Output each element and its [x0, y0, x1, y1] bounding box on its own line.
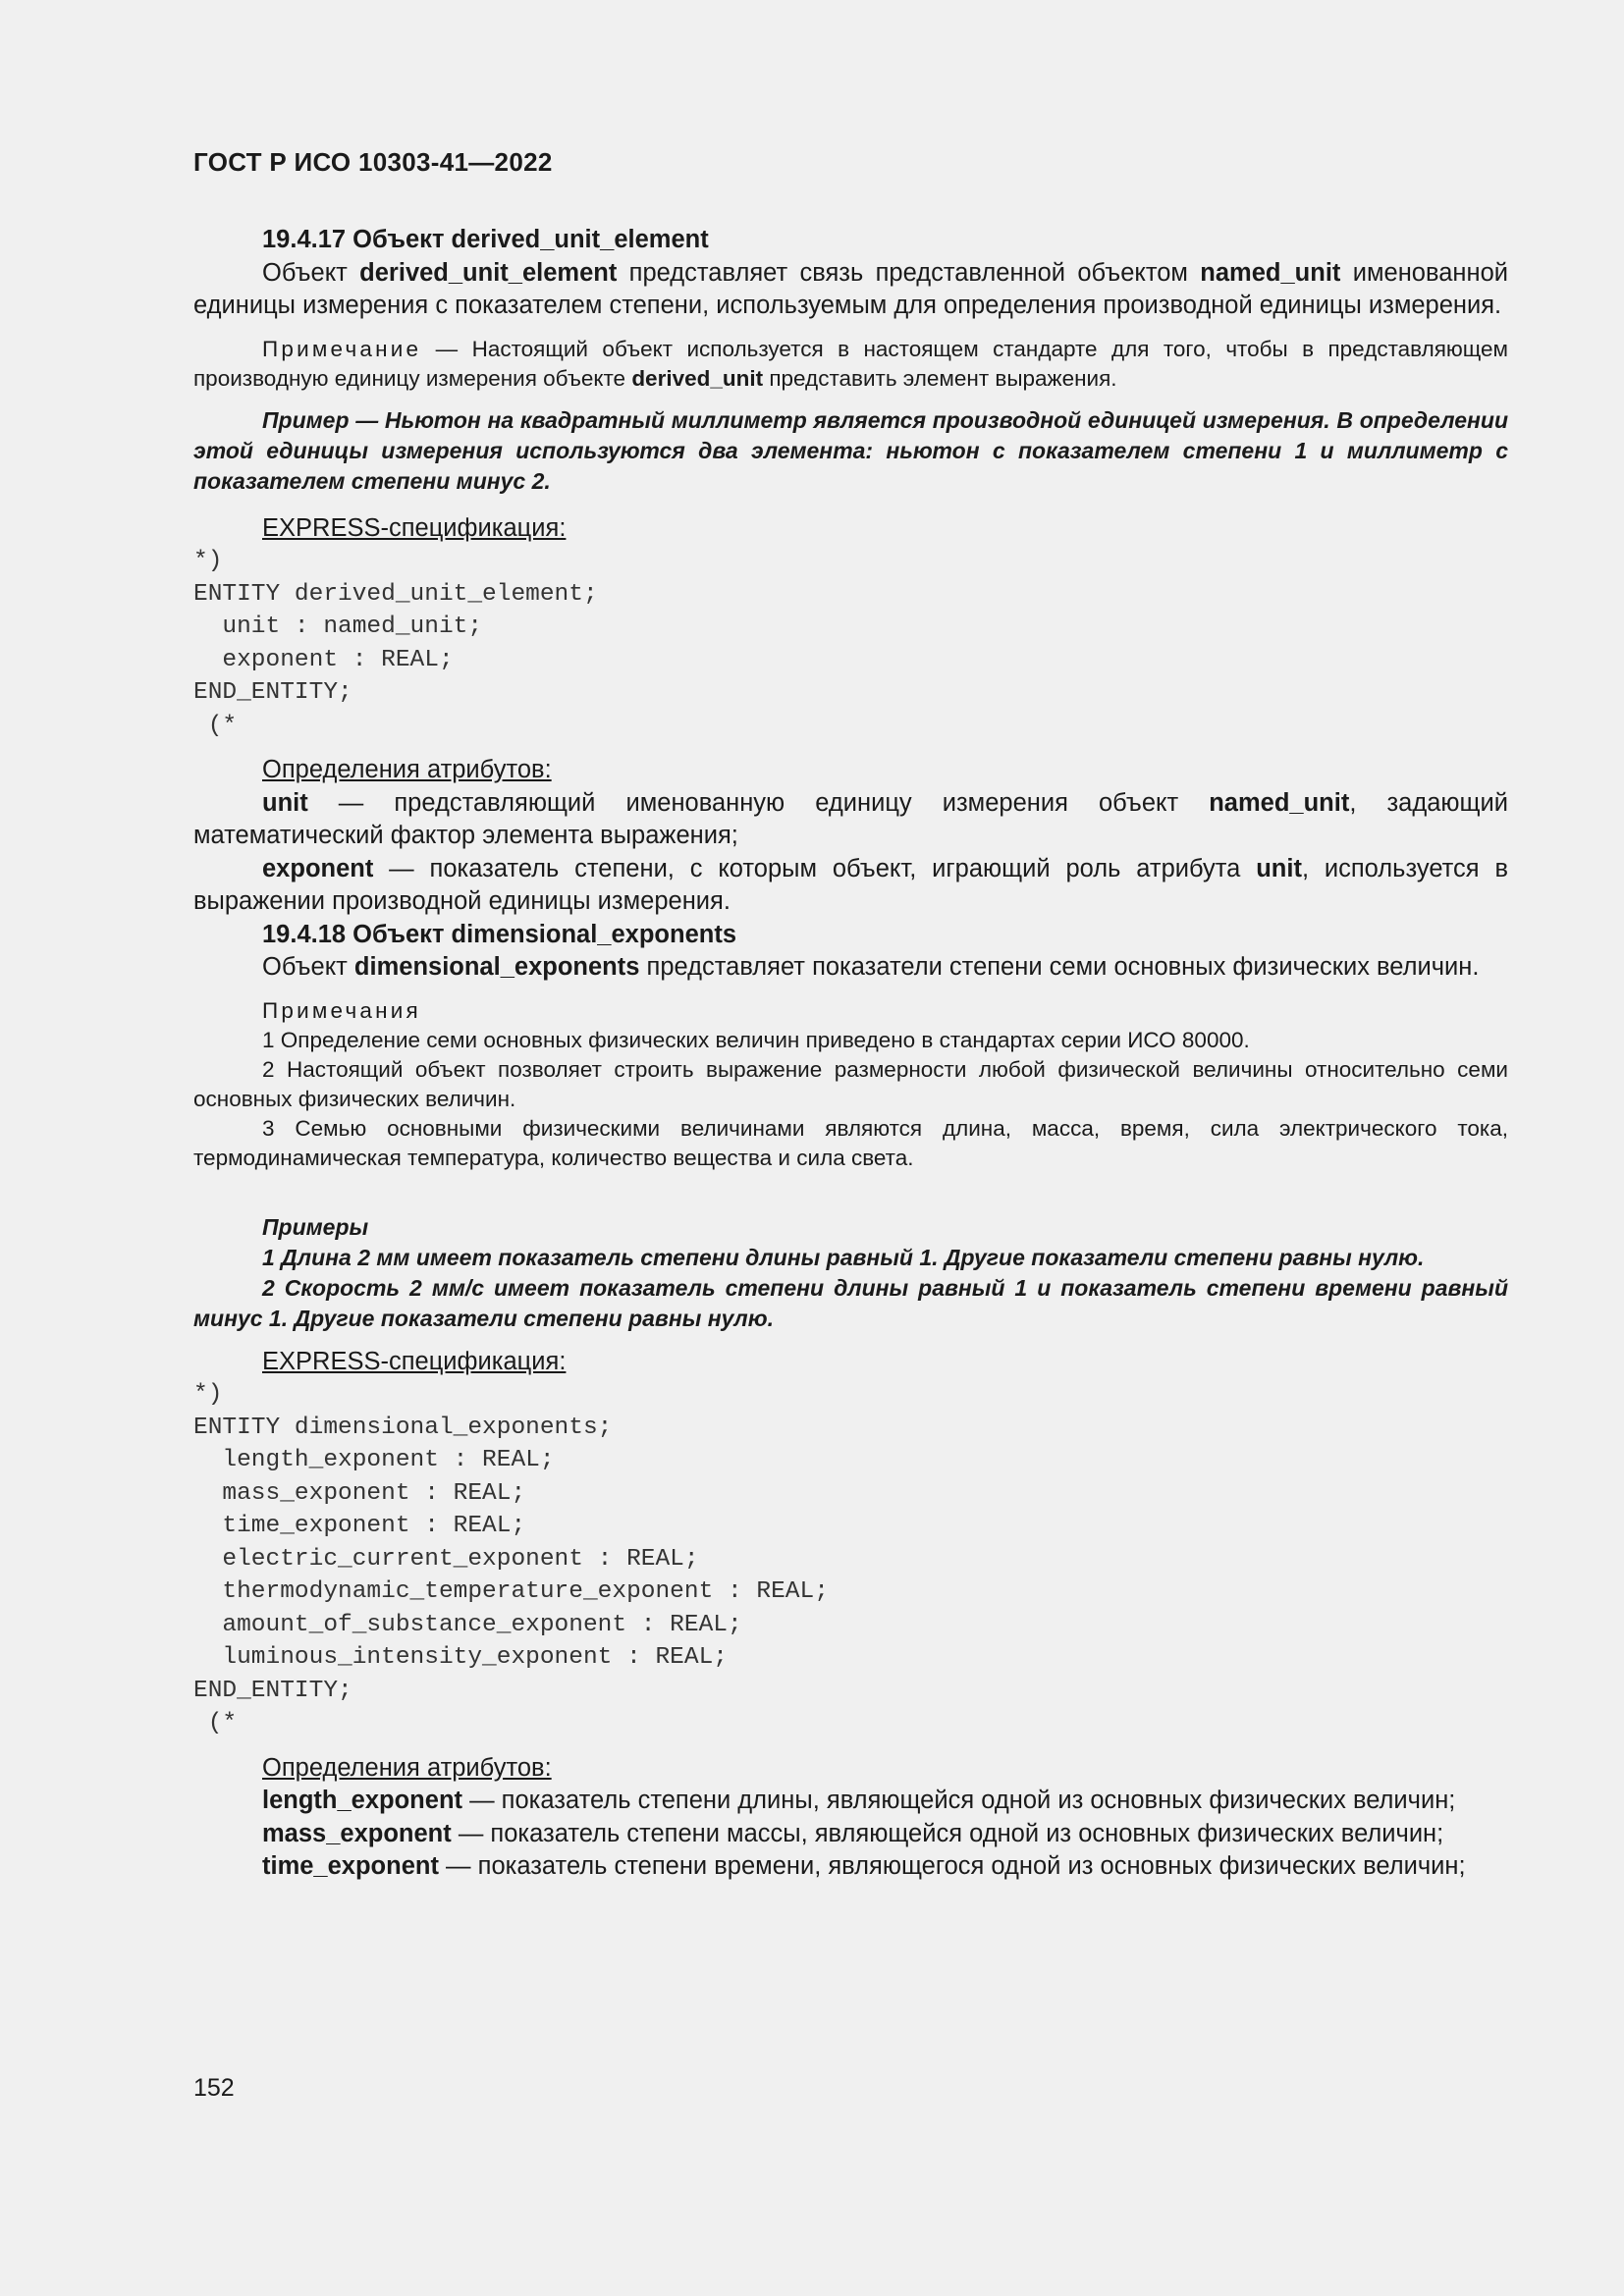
code-line: ENTITY derived_unit_element; [193, 580, 598, 608]
section-paragraph: Объект derived_unit_element представляет связь представленной объектом named_unit именованной единицы измерения с показателем степени, используемым для определения производной единицы измерения. [193, 258, 1508, 319]
express-code-block [193, 1378, 1508, 1740]
attribute-definition: mass_exponent — показатель степени массы, являющейся одной из основных физических величин; [262, 1819, 1444, 1847]
code-line: *) [193, 1381, 223, 1408]
code-line: length_exponent : REAL; [193, 1447, 555, 1473]
attribute-definition: unit — представляющий именованную единицу измерения объект named_unit, задающий математический фактор элемента выражения; [193, 788, 1508, 849]
code-line: END_ENTITY; [193, 1677, 352, 1704]
code-line: (* [193, 712, 238, 739]
code-line: thermodynamic_temperature_exponent : REAL; [193, 1578, 829, 1605]
note: Примечание — Настоящий объект используется в настоящем стандарте для того, чтобы в представляющем производную единицу измерения объекте derived_unit представить элемент выражения. [193, 336, 1508, 391]
attribute-definition: exponent — показатель степени, с которым объект, играющий роль атрибута unit, используется в выражении производной единицы измерения. [193, 854, 1508, 915]
code-line: electric_current_exponent : REAL; [193, 1545, 699, 1573]
code-line: mass_exponent : REAL; [193, 1479, 526, 1507]
note-item: 1 Определение семи основных физических величин приведено в стандартах серии ИСО 80000. [262, 1027, 1250, 1052]
note-label: Примечание [262, 336, 422, 361]
example-item: 2 Скорость 2 мм/с имеет показатель степени длины равный 1 и показатель степени времени равный минус 1. Другие показатели степени равны нулю. [193, 1274, 1508, 1331]
page-number: 152 [193, 2074, 235, 2102]
note-item: 3 Семью основными физическими величинами являются длина, масса, время, сила электрического тока, термодинамическая температура, количество вещества и сила света. [193, 1115, 1508, 1170]
code-line: unit : named_unit; [193, 614, 483, 640]
attribute-definition: time_exponent — показатель степени времени, являющегося одной из основных физических величин; [262, 1852, 1466, 1880]
example-item: 1 Длина 2 мм имеет показатель степени длины равный 1. Другие показатели степени равны нулю. [262, 1244, 1425, 1270]
code-line: luminous_intensity_exponent : REAL; [193, 1644, 728, 1671]
attribute-definitions-label: Определения атрибутов: [262, 756, 552, 783]
example: Пример — Ньютон на квадратный миллиметр является производной единицей измерения. В определении этой единицы измерения используются два элемента: ньютон с показателем степени 1 и миллиметр с показателем степени минус 2. [193, 406, 1508, 494]
section-paragraph: Объект dimensional_exponents представляет показатели степени семи основных физических величин. [262, 953, 1480, 981]
section-heading-19-4-17: 19.4.17 Объект derived_unit_element [262, 226, 709, 253]
code-line: time_exponent : REAL; [193, 1513, 526, 1539]
attribute-definitions-label: Определения атрибутов: [262, 1753, 552, 1782]
code-line: (* [193, 1710, 238, 1736]
code-line: END_ENTITY; [193, 679, 352, 706]
notes-label: Примечания [262, 997, 421, 1023]
code-line: ENTITY dimensional_exponents; [193, 1414, 613, 1441]
attribute-definition: length_exponent — показатель степени длины, являющейся одной из основных физических величин; [262, 1787, 1456, 1814]
page-content [193, 224, 1508, 1884]
express-spec-label: EXPRESS-спецификация: [262, 1347, 567, 1375]
page-header: ГОСТ Р ИСО 10303-41—2022 [193, 147, 553, 177]
code-line: amount_of_substance_exponent : REAL; [193, 1611, 742, 1638]
note-item: 2 Настоящий объект позволяет строить выражение размерности любой физической величины относительно семи основных физических величин. [193, 1056, 1508, 1111]
express-code-block [193, 545, 1508, 742]
examples-label: Примеры [262, 1213, 369, 1240]
section-heading-19-4-18: 19.4.18 Объект dimensional_exponents [262, 920, 737, 948]
express-spec-label: EXPRESS-спецификация: [262, 513, 567, 542]
code-line: exponent : REAL; [193, 646, 454, 673]
code-line: *) [193, 548, 223, 574]
